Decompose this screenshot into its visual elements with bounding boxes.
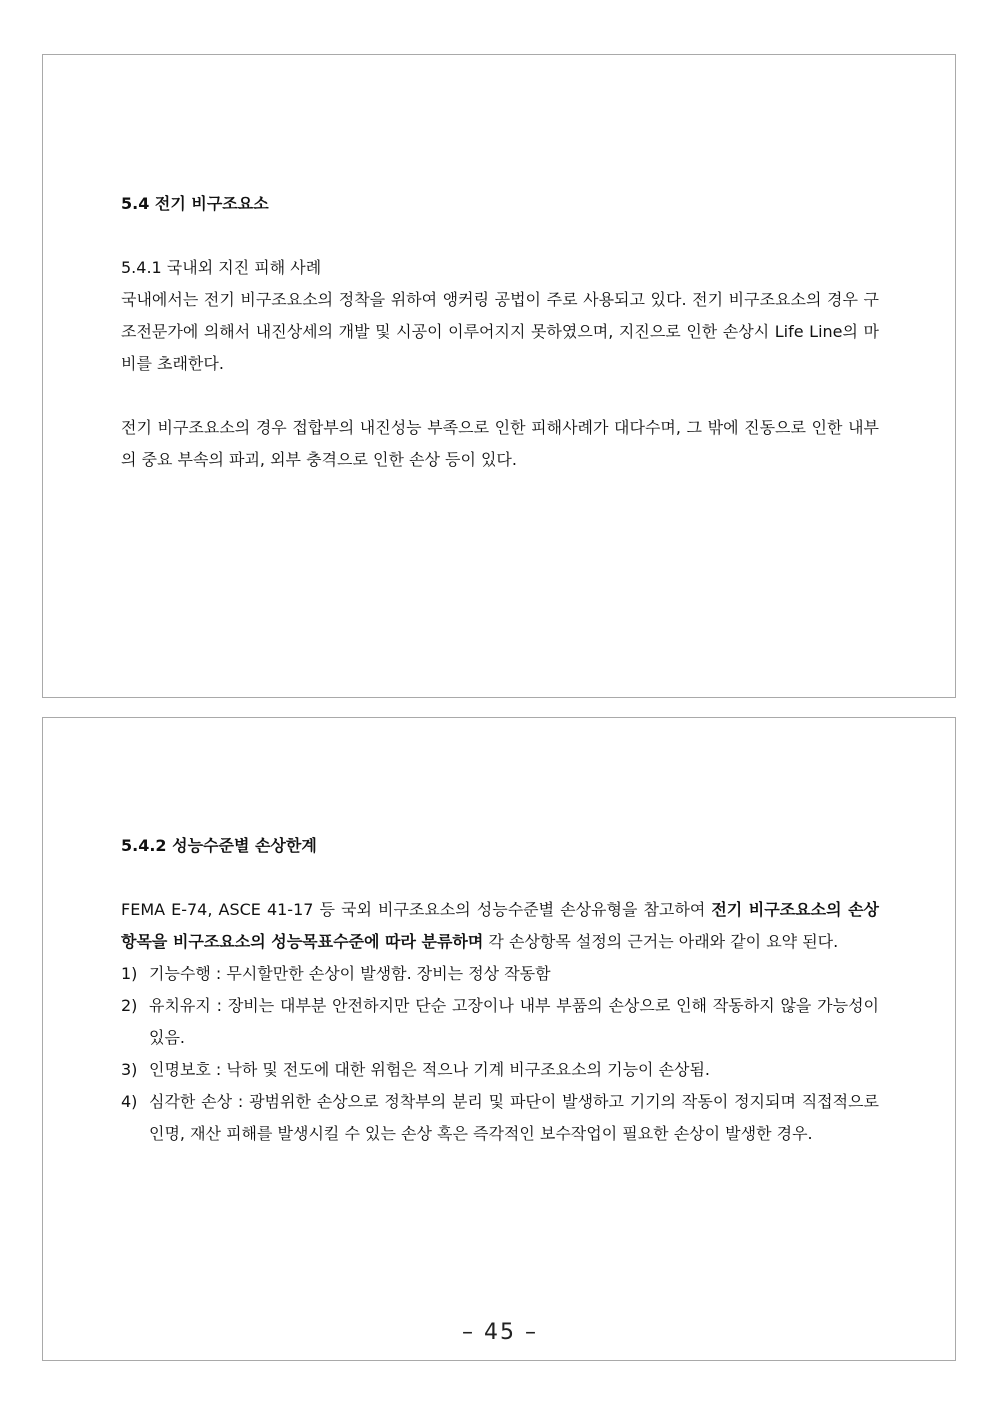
section-content bbox=[121, 830, 879, 1150]
section-heading: 5.4.2 성능수준별 손상한계 bbox=[121, 836, 317, 855]
paragraph: 국내에서는 전기 비구조요소의 정착을 위하여 앵커링 공법이 주로 사용되고 있다. 전기 비구조요소의 경우 구조전문가에 의해서 내진상세의 개발 및 시공이 이루어지지 못하였으며, 지진으로 인한 손상시 Life Line의 마비를 초래한다. bbox=[121, 290, 879, 373]
list-item bbox=[121, 958, 879, 990]
list-number: 3) bbox=[121, 1060, 138, 1079]
list-item bbox=[121, 1054, 879, 1086]
paragraph: 전기 비구조요소의 경우 접합부의 내진성능 부족으로 인한 피해사례가 대다수며, 그 밖에 진동으로 인한 내부의 중요 부속의 파괴, 외부 충격으로 인한 손상 등이 있다. bbox=[121, 418, 879, 469]
section-heading: 5.4 전기 비구조요소 bbox=[121, 194, 269, 213]
intro-bold-text: 전기 비구조요소의 손상항목을 비구조요소의 성능목표수준에 따라 분류하며 bbox=[121, 900, 879, 951]
list-text: 심각한 손상 : 광범위한 손상으로 정착부의 분리 및 파단이 발생하고 기기의 작동이 정지되며 직접적으로 인명, 재산 피해를 발생시킬 수 있는 손상 혹은 즉각적인 보수작업이 필요한 손상이 발생한 경우. bbox=[149, 1092, 879, 1143]
intro-text-end: 각 손상항목 설정의 근거는 아래와 같이 요약 된다. bbox=[483, 932, 839, 951]
list-item bbox=[121, 990, 879, 1054]
paragraph-gap bbox=[121, 380, 879, 412]
list-text: 유치유지 : 장비는 대부분 안전하지만 단순 고장이나 내부 부품의 손상으로 인해 작동하지 않을 가능성이 있음. bbox=[149, 996, 879, 1047]
section-panel-bottom bbox=[42, 717, 956, 1361]
list-text: 기능수행 : 무시할만한 손상이 발생함. 장비는 정상 작동함 bbox=[149, 964, 551, 983]
list-text: 인명보호 : 낙하 및 전도에 대한 위험은 적으나 기계 비구조요소의 기능이 손상됨. bbox=[149, 1060, 711, 1079]
list-number: 4) bbox=[121, 1092, 138, 1111]
intro-text: FEMA E-74, ASCE 41-17 등 국외 비구조요소의 성능수준별 손상유형을 참고하여 bbox=[121, 900, 712, 919]
performance-list bbox=[121, 958, 879, 1150]
intro-paragraph bbox=[121, 894, 879, 958]
list-item bbox=[121, 1086, 879, 1150]
list-number: 2) bbox=[121, 996, 138, 1015]
section-content bbox=[121, 188, 879, 476]
subsection-heading: 5.4.1 국내외 지진 피해 사례 bbox=[121, 258, 322, 277]
list-number: 1) bbox=[121, 964, 138, 983]
page-number: – 45 – bbox=[462, 1320, 538, 1345]
section-panel-top bbox=[42, 54, 956, 698]
